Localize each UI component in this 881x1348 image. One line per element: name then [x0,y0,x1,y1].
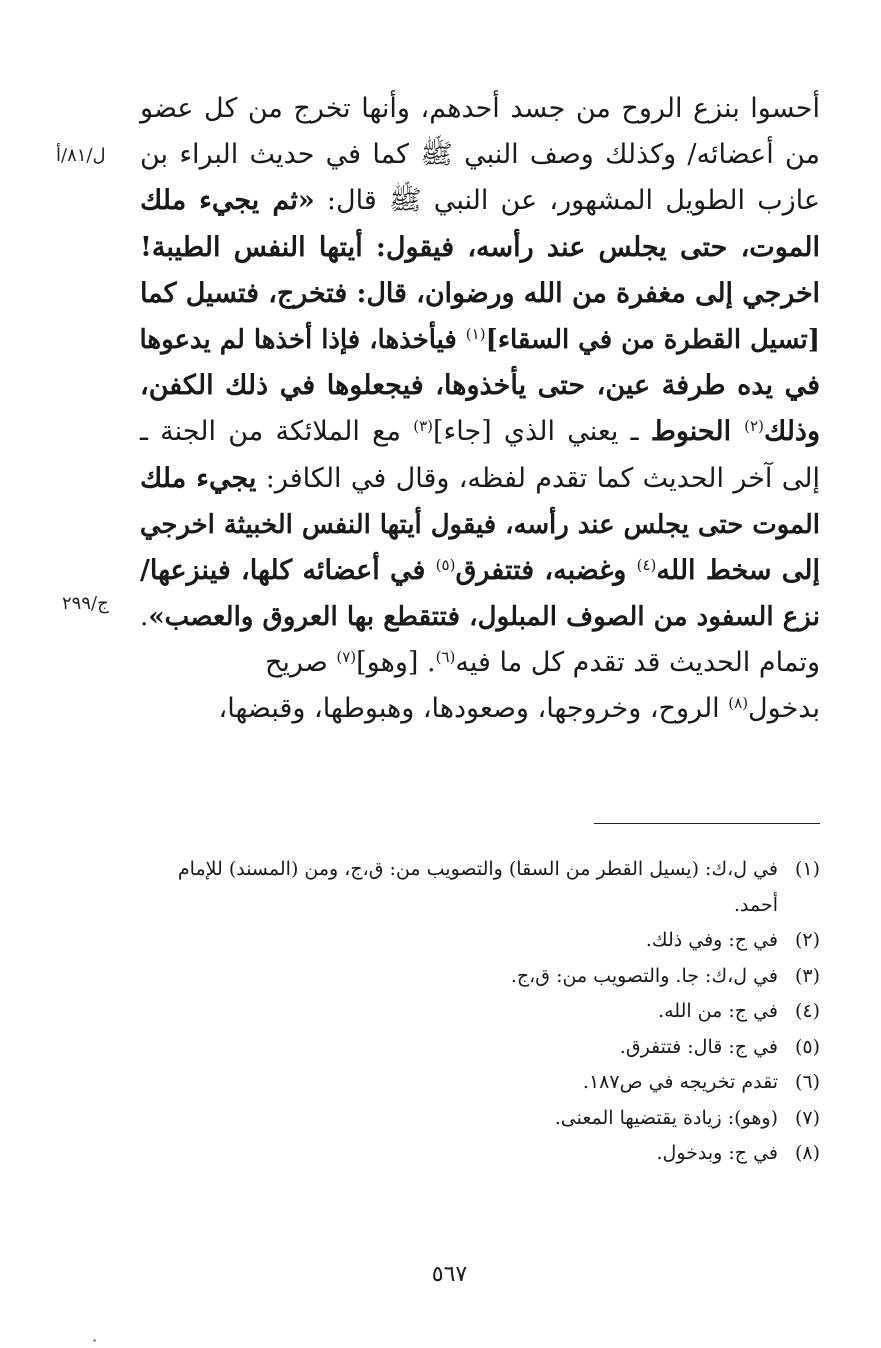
footnote-text: في ج: من الله. [658,1000,778,1022]
footnote-text: في ج: وبدخول. [656,1142,778,1164]
footnote-separator [594,823,820,824]
text-line [140,686,820,732]
text-line [140,548,820,594]
hadith-text-segment: فيأخذها، فإذا أخذها لم يدعوها [139,324,466,355]
page-number: ٥٦٧ [431,1262,468,1287]
hadith-text-segment: وذلك [763,416,820,448]
text-segment: ـ يعني الذي [جاء] [432,416,651,448]
footnote-item [150,1101,820,1137]
footnote-text: في ل،ك: جا. والتصويب من: ق،ج. [510,964,778,987]
hadith-text-segment: الحنوط [650,416,745,448]
scan-speck [93,1339,96,1342]
text-line [140,594,820,640]
footnote-item [150,1136,820,1172]
hadith-text-segment: [تسيل القطرة من في السقاء] [485,324,820,355]
footnote-item [150,1065,820,1101]
footnote-marker: (٧) [336,648,357,667]
text-line [140,178,820,224]
text-line [140,456,820,502]
footnote-item [150,852,820,923]
footnote-marker: (٦) [435,648,456,667]
hadith-text-segment: نزع السفود من الصوف المبلول، فتتقطع بها العروق والعصب» [148,601,820,633]
footnote-number: (٤) [794,1000,820,1022]
hadith-text-segment: الموت، حتى يجلس عند رأسه، فيقول: أيتها النفس الطيبة! [140,231,820,263]
footnote-number: (٣) [794,964,820,987]
footnote-number: (٦) [794,1071,820,1093]
text-line [140,86,820,132]
hadith-text-segment: «ثم يجيء ملك [140,185,315,217]
text-segment: . [140,602,149,633]
footnotes-section [150,852,820,1172]
text-segment: مع الملائكة من الجنة ـ [140,416,414,448]
text-segment: وتمام الحديث قد تقدم كل ما فيه [455,647,820,679]
text-line [140,502,820,548]
text-line [140,225,820,271]
footnote-text: في ج: وفي ذلك. [645,929,778,951]
footnote-marker: (٣) [413,417,433,436]
footnote-number: (١) [794,858,820,880]
footnote-number: (٨) [794,1142,820,1164]
footnote-number: (٥) [794,1035,820,1058]
main-text-body [140,86,820,733]
text-line [140,271,820,317]
text-segment: من أعضائه/ وكذلك وصف النبي ﷺ كما في حديث البراء بن [140,139,820,171]
footnote-marker: (٤) [636,555,657,574]
footnote-text: تقدم تخريجه في ص١٨٧. [582,1071,778,1093]
text-segment: عازب الطويل المشهور، عن النبي ﷺ قال: [314,185,820,217]
text-segment: إلى آخر الحديث كما تقدم لفظه، وقال في الكافر: [256,462,820,494]
footnote-marker: (٨) [728,694,749,713]
text-segment: الروح، وخروجها، وصعودها، وهبوطها، وقبضها، [218,693,729,725]
footnote-number: (٢) [794,929,820,951]
footnote-marker: (١) [465,324,486,343]
hadith-text-segment: في يده طرفة عين، حتى يأخذوها، فيجعلوها في ذلك الكفن، [140,370,820,402]
margin-note-manuscript-ref-middle: ج/٢٩٩ [62,593,109,614]
text-line [140,132,820,178]
footnote-item [150,923,820,959]
text-segment: . [وهو] [356,647,436,679]
footnote-marker: (٥) [435,555,456,574]
text-segment: بدخول [748,693,820,725]
footnote-text: في ج: قال: فتتفرق. [619,1035,778,1058]
footnote-item [150,994,820,1030]
hadith-text-segment: إلى سخط الله [656,554,821,586]
text-line [140,317,820,363]
footnote-text: في ل،ك: (يسيل القطر من السقا) والتصويب من: ق،ج، ومن (المسند) للإمام أحمد. [177,858,778,916]
hadith-text-segment: الموت حتى يجلس عند رأسه، فيقول أيتها النفس الخبيثة اخرجي [139,509,820,540]
hadith-text-segment: وغضبه، فتتفرق [455,554,637,586]
hadith-text-segment: في أعضائه كلها، فينزعها/ [140,554,436,586]
margin-note-manuscript-ref-top: ل/٨١/أ [56,145,106,166]
text-segment: أحسوا بنزع الروح من جسد أحدهم، وأنها تخرج من كل عضو [140,93,820,124]
text-segment: صريح [264,647,337,679]
footnote-item [150,959,820,995]
footnote-marker: (٢) [744,417,764,436]
footnote-number: (٧) [794,1106,820,1129]
hadith-text-segment: اخرجي إلى مغفرة من الله ورضوان، قال: فتخرج، فتسيل كما [140,277,820,309]
hadith-text-segment: يجيء ملك [140,462,257,494]
footnote-item [150,1030,820,1066]
footnote-text: (وهو): زيادة يقتضيها المعنى. [554,1106,778,1129]
text-line [140,640,820,686]
text-line [140,363,820,409]
text-line [140,409,820,455]
